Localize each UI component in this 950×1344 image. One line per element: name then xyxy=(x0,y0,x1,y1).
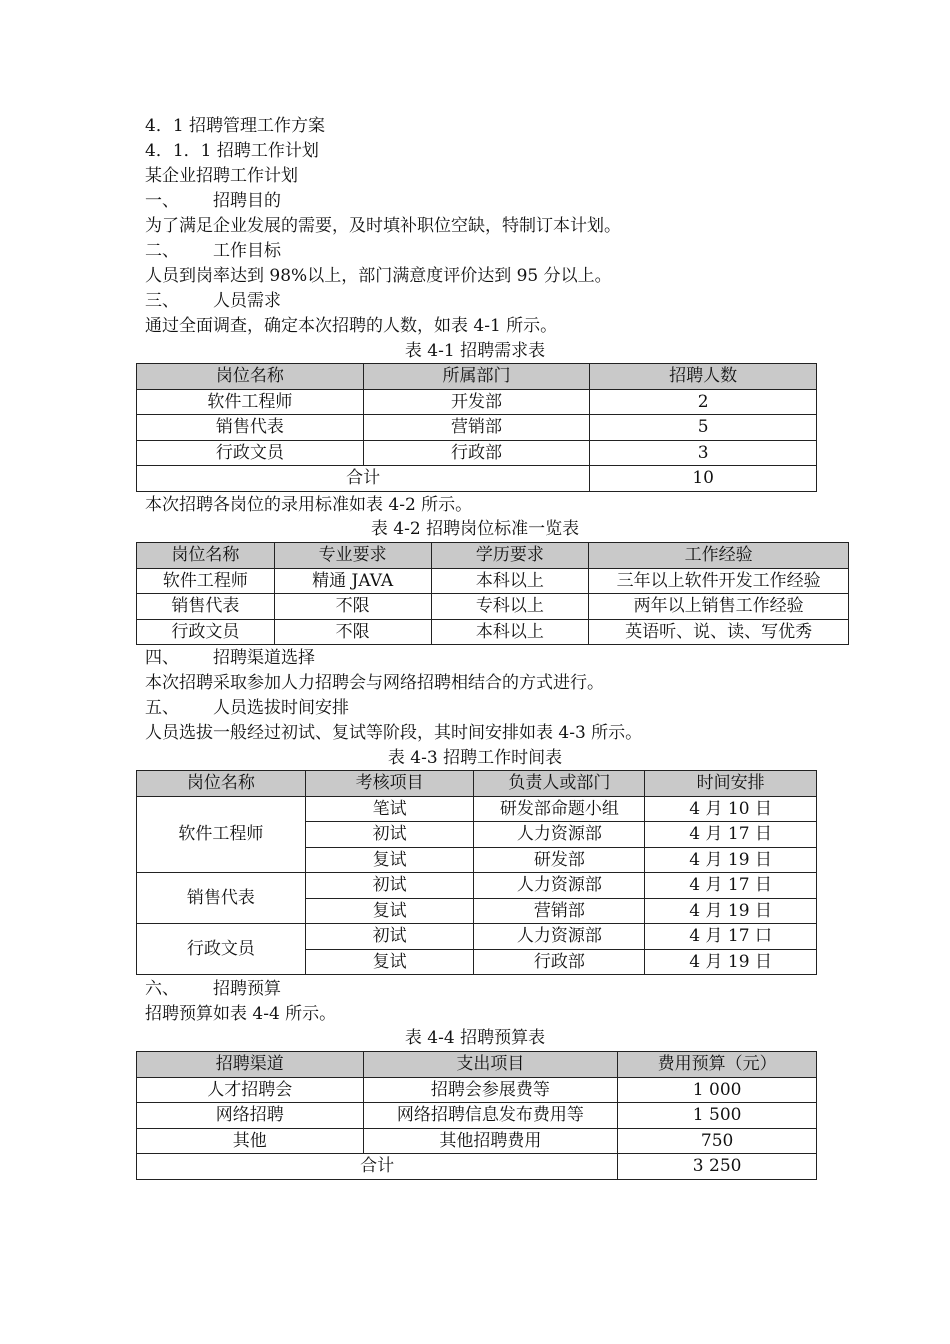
table-cell: 笔试 xyxy=(305,796,474,822)
paragraph-6: 人员选拔一般经过初试、复试等阶段，其时间安排如表 4-3 所示。 xyxy=(145,723,643,743)
paragraph-4: 本次招聘各岗位的录用标准如表 4-2 所示。 xyxy=(145,495,473,515)
plan-title: 某企业招聘工作计划 xyxy=(145,166,298,186)
section-title: 4．1 招聘管理工作方案 xyxy=(145,116,326,136)
header-cell: 费用预算（元） xyxy=(618,1052,817,1078)
table-cell: 4 月 19 日 xyxy=(645,898,817,924)
table-cell: 复试 xyxy=(305,898,474,924)
table4-caption: 表 4-4 招聘预算表 xyxy=(404,1028,546,1048)
table-cell: 行政文员 xyxy=(137,619,275,645)
table-cell: 研发部命题小组 xyxy=(474,796,645,822)
heading-text: 招聘目的 xyxy=(213,191,281,211)
table-cell: 软件工程师 xyxy=(137,389,364,415)
table1-caption: 表 4-1 招聘需求表 xyxy=(404,341,546,361)
table-cell: 行政部 xyxy=(363,440,590,466)
recruitment-schedule-table xyxy=(136,770,817,975)
table-cell: 人力资源部 xyxy=(474,924,645,950)
header-cell: 负责人或部门 xyxy=(474,771,645,797)
heading-3 xyxy=(145,289,281,313)
table-header-row xyxy=(137,771,817,797)
recruitment-budget-table xyxy=(136,1051,817,1180)
paragraph-7: 招聘预算如表 4-4 所示。 xyxy=(145,1004,337,1024)
heading-number: 五、 xyxy=(145,698,179,718)
table-row xyxy=(137,1077,817,1103)
table-cell: 不限 xyxy=(274,594,431,620)
heading-5 xyxy=(145,696,349,720)
header-cell: 所属部门 xyxy=(363,364,590,390)
heading-number: 二、 xyxy=(145,241,179,261)
heading-number: 六、 xyxy=(145,979,179,999)
table-cell: 4 月 17 日 xyxy=(645,873,817,899)
total-label: 合计 xyxy=(137,466,590,492)
table-cell: 初试 xyxy=(305,873,474,899)
table-row xyxy=(137,389,817,415)
table-cell: 网络招聘 xyxy=(137,1103,364,1129)
subsection-title: 4．1．1 招聘工作计划 xyxy=(145,141,319,161)
table-cell: 研发部 xyxy=(474,847,645,873)
paragraph-1: 为了满足企业发展的需要，及时填补职位空缺，特制订本计划。 xyxy=(145,216,621,236)
table-cell: 开发部 xyxy=(363,389,590,415)
header-cell: 时间安排 xyxy=(645,771,817,797)
heading-text: 招聘渠道选择 xyxy=(213,648,315,668)
header-cell: 招聘渠道 xyxy=(137,1052,364,1078)
table-cell: 网络招聘信息发布费用等 xyxy=(363,1103,618,1129)
table-cell: 初试 xyxy=(305,822,474,848)
heading-text: 招聘预算 xyxy=(213,979,281,999)
heading-6 xyxy=(145,977,281,1001)
table-cell: 精通 JAVA xyxy=(274,568,431,594)
total-label: 合计 xyxy=(137,1154,618,1180)
table-row xyxy=(137,415,817,441)
heading-4 xyxy=(145,646,315,670)
table-cell: 初试 xyxy=(305,924,474,950)
table-cell: 人才招聘会 xyxy=(137,1077,364,1103)
table-cell: 软件工程师 xyxy=(137,568,275,594)
heading-1 xyxy=(145,189,281,213)
table-cell: 1 000 xyxy=(618,1077,817,1103)
table-cell: 销售代表 xyxy=(137,415,364,441)
table2-caption: 表 4-2 招聘岗位标准一览表 xyxy=(370,519,580,539)
header-cell: 岗位名称 xyxy=(137,771,306,797)
paragraph-2: 人员到岗率达到 98%以上，部门满意度评价达到 95 分以上。 xyxy=(145,266,612,286)
heading-text: 工作目标 xyxy=(213,241,281,261)
table-cell: 销售代表 xyxy=(137,594,275,620)
position-cell: 软件工程师 xyxy=(137,796,306,873)
header-cell: 考核项目 xyxy=(305,771,474,797)
header-cell: 学历要求 xyxy=(431,543,589,569)
table-cell: 人力资源部 xyxy=(474,822,645,848)
table-header-row xyxy=(137,364,817,390)
header-cell: 岗位名称 xyxy=(137,364,364,390)
header-cell: 工作经验 xyxy=(589,543,849,569)
total-row xyxy=(137,466,817,492)
table-cell: 三年以上软件开发工作经验 xyxy=(589,568,849,594)
table-cell: 英语听、说、读、写优秀 xyxy=(589,619,849,645)
table-cell: 招聘会参展费等 xyxy=(363,1077,618,1103)
total-row xyxy=(137,1154,817,1180)
table-cell: 5 xyxy=(590,415,817,441)
header-cell: 招聘人数 xyxy=(590,364,817,390)
paragraph-3: 通过全面调查，确定本次招聘的人数，如表 4-1 所示。 xyxy=(145,316,558,336)
position-cell: 行政文员 xyxy=(137,924,306,975)
table-row xyxy=(137,619,849,645)
table-cell: 750 xyxy=(618,1128,817,1154)
table-row xyxy=(137,873,817,899)
table-cell: 行政部 xyxy=(474,949,645,975)
table-cell: 2 xyxy=(590,389,817,415)
table-cell: 专科以上 xyxy=(431,594,589,620)
table-cell: 4 月 17 日 xyxy=(645,822,817,848)
table-cell: 营销部 xyxy=(363,415,590,441)
table-cell: 3 xyxy=(590,440,817,466)
heading-number: 三、 xyxy=(145,291,179,311)
header-cell: 支出项目 xyxy=(363,1052,618,1078)
position-cell: 销售代表 xyxy=(137,873,306,924)
table-row xyxy=(137,440,817,466)
total-value: 10 xyxy=(590,466,817,492)
table-row xyxy=(137,568,849,594)
heading-number: 四、 xyxy=(145,648,179,668)
header-cell: 岗位名称 xyxy=(137,543,275,569)
table3-caption: 表 4-3 招聘工作时间表 xyxy=(387,748,563,768)
table-cell: 两年以上销售工作经验 xyxy=(589,594,849,620)
table-cell: 4 月 19 日 xyxy=(645,949,817,975)
table-cell: 本科以上 xyxy=(431,568,589,594)
heading-text: 人员选拔时间安排 xyxy=(213,698,349,718)
header-cell: 专业要求 xyxy=(274,543,431,569)
table-row xyxy=(137,1103,817,1129)
recruitment-demand-table xyxy=(136,363,817,492)
table-cell: 不限 xyxy=(274,619,431,645)
heading-number: 一、 xyxy=(145,191,179,211)
table-cell: 复试 xyxy=(305,847,474,873)
table-row xyxy=(137,1128,817,1154)
table-row xyxy=(137,924,817,950)
table-cell: 其他招聘费用 xyxy=(363,1128,618,1154)
heading-2 xyxy=(145,239,281,263)
table-cell: 本科以上 xyxy=(431,619,589,645)
table-cell: 4 月 17 口 xyxy=(645,924,817,950)
table-cell: 复试 xyxy=(305,949,474,975)
table-row xyxy=(137,796,817,822)
table-cell: 其他 xyxy=(137,1128,364,1154)
table-row xyxy=(137,594,849,620)
table-cell: 人力资源部 xyxy=(474,873,645,899)
table-cell: 1 500 xyxy=(618,1103,817,1129)
table-cell: 4 月 10 日 xyxy=(645,796,817,822)
table-cell: 行政文员 xyxy=(137,440,364,466)
total-value: 3 250 xyxy=(618,1154,817,1180)
table-header-row xyxy=(137,1052,817,1078)
position-standard-table xyxy=(136,542,849,645)
table-header-row xyxy=(137,543,849,569)
table-cell: 营销部 xyxy=(474,898,645,924)
paragraph-5: 本次招聘采取参加人力招聘会与网络招聘相结合的方式进行。 xyxy=(145,673,604,693)
table-cell: 4 月 19 日 xyxy=(645,847,817,873)
heading-text: 人员需求 xyxy=(213,291,281,311)
